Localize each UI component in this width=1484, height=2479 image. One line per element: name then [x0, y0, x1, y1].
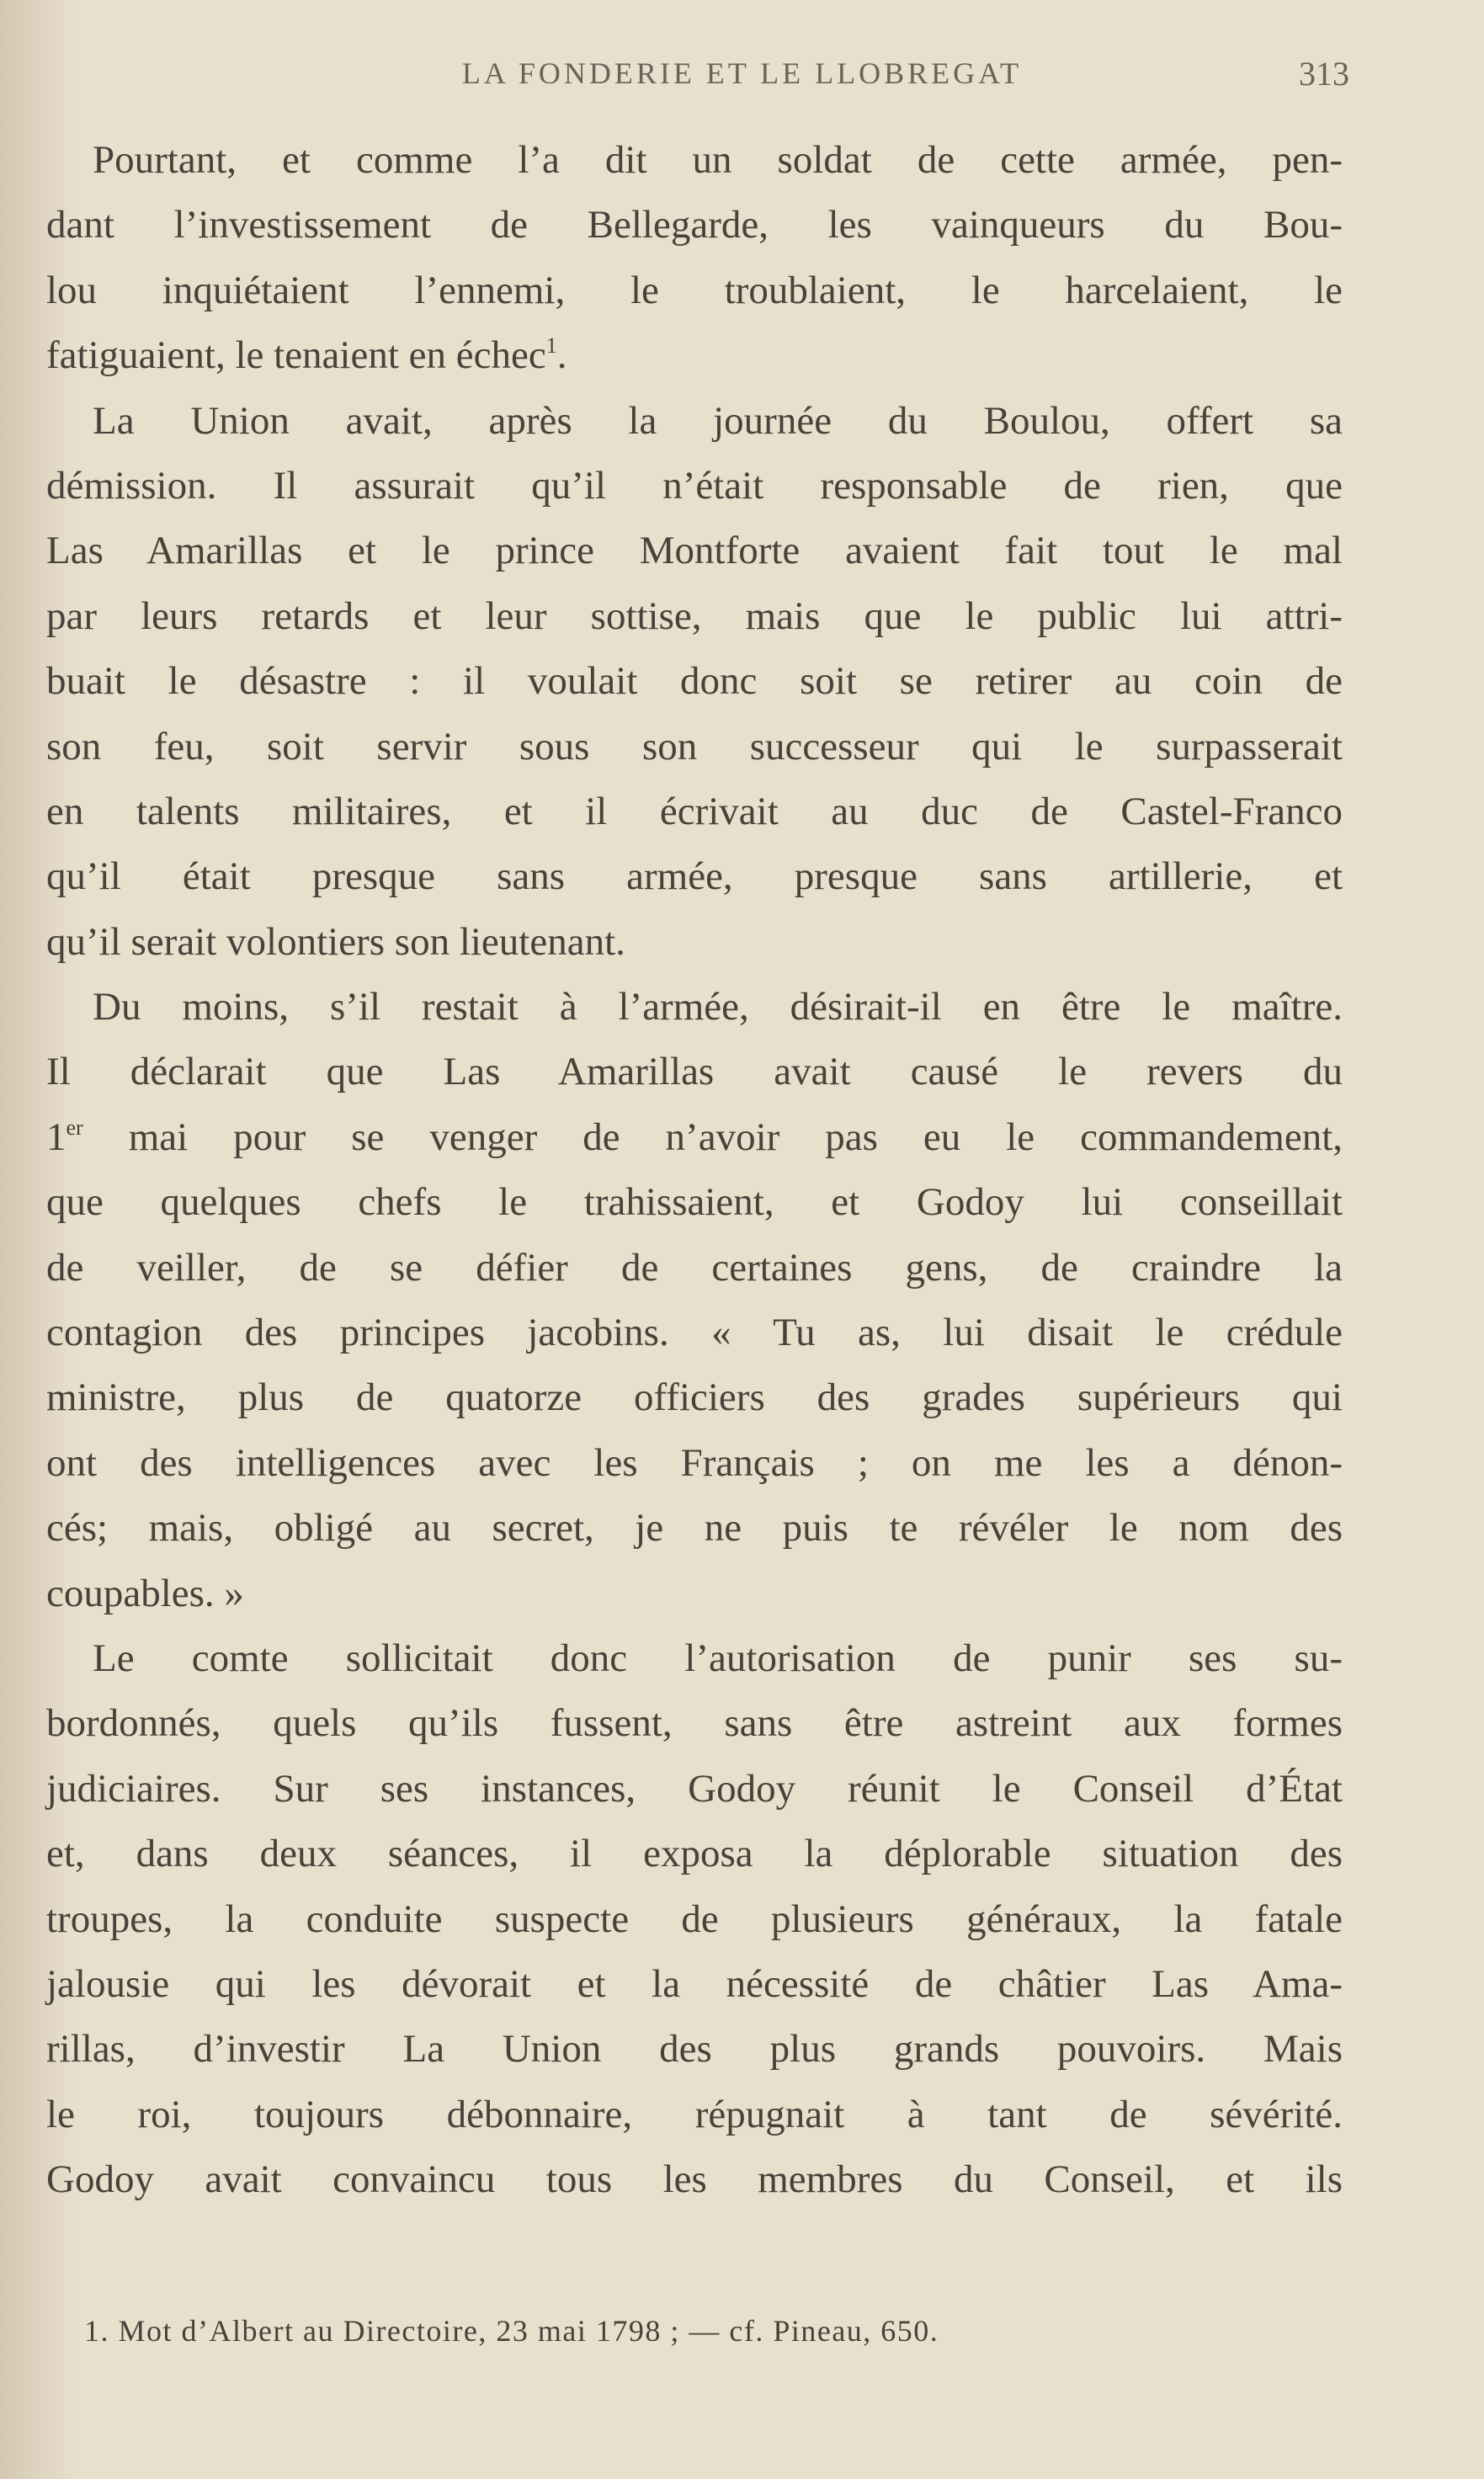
- text-line: Du moins, s’il restait à l’armée, désirait-il en être le maître.: [93, 985, 1343, 1029]
- text-line: ont des intelligences avec les Français ; on me les a dénon-: [46, 1440, 1343, 1485]
- text-line: en talents militaires, et il écrivait au duc de Castel-Franco: [46, 789, 1343, 833]
- text-line: le roi, toujours débonnaire, répugnait à tant de sévérité.: [46, 2092, 1343, 2136]
- footnote-marker: 1.: [84, 2314, 109, 2348]
- body-text: [46, 128, 1343, 2213]
- text-line: Il déclarait que Las Amarillas avait causé le revers du: [46, 1050, 1343, 1094]
- text-line: troupes, la conduite suspecte de plusieurs généraux, la fatale: [46, 1896, 1343, 1941]
- page-header: [0, 49, 1484, 99]
- text-line: qu’il était presque sans armée, presque sans artillerie, et: [46, 854, 1343, 899]
- text-line: coupables. »: [46, 1571, 244, 1615]
- running-title: LA FONDERIE ET LE LLOBREGAT: [461, 56, 1023, 90]
- text-line: jalousie qui les dévorait et la nécessité de châtier Las Ama-: [46, 1961, 1343, 2006]
- text-line: de veiller, de se défier de certaines gens, de craindre la: [46, 1245, 1343, 1290]
- text-line: et, dans deux séances, il exposa la déplorable situation des: [46, 1832, 1343, 1876]
- page-number: 313: [1299, 55, 1349, 93]
- text-line: Pourtant, et comme l’a dit un soldat de cette armée, pen-: [93, 138, 1343, 182]
- text-line: que quelques chefs le trahissaient, et Godoy lui conseillait: [46, 1180, 1343, 1225]
- text-line: qu’il serait volontiers son lieutenant.: [46, 919, 625, 964]
- footnote-text: Mot d’Albert au Directoire, 23 mai 1798 ; — cf. Pineau, 650.: [118, 2314, 939, 2348]
- text-line: démission. Il assurait qu’il n’était responsable de rien, que: [46, 463, 1343, 508]
- text-line-content: fatiguaient, le tenaient en échec: [46, 333, 546, 378]
- text-line: [46, 323, 1343, 388]
- text-line: buait le désastre : il voulait donc soit se retirer au coin de: [46, 659, 1343, 704]
- text-line: [46, 1105, 1343, 1170]
- text-line: judiciaires. Sur ses instances, Godoy réunit le Conseil d’État: [46, 1766, 1343, 1811]
- text-line: Las Amarillas et le prince Montforte avaient fait tout le mal: [46, 529, 1343, 573]
- text-line: Godoy avait convaincu tous les membres du Conseil, et ils: [46, 2157, 1343, 2202]
- footnote: [84, 2313, 1263, 2349]
- text-line: bordonnés, quels qu’ils fussent, sans être astreint aux formes: [46, 1701, 1343, 1746]
- text-line: cés; mais, obligé au secret, je ne puis te révéler le nom des: [46, 1506, 1343, 1551]
- text-line: dant l’investissement de Bellegarde, les vainqueurs du Bou-: [46, 203, 1343, 247]
- footnote-reference: 1: [545, 333, 557, 359]
- sentence-period: .: [556, 333, 567, 378]
- text-line: La Union avait, après la journée du Boulou, offert sa: [93, 398, 1343, 443]
- text-line: par leurs retards et leur sottise, mais que le public lui attri-: [46, 593, 1343, 638]
- ordinal-number: 1: [46, 1114, 66, 1159]
- text-line: contagion des principes jacobins. « Tu as, lui disait le crédule: [46, 1311, 1343, 1355]
- text-line: son feu, soit servir sous son successeur qui le surpasserait: [46, 724, 1343, 769]
- text-line: rillas, d’investir La Union des plus grands pouvoirs. Mais: [46, 2027, 1343, 2072]
- ordinal-suffix: er: [66, 1114, 83, 1140]
- text-line: ministre, plus de quatorze officiers des grades supérieurs qui: [46, 1375, 1343, 1420]
- text-line-content: mai pour se venger de n’avoir pas eu le commandement,: [128, 1114, 1343, 1159]
- text-line: Le comte sollicitait donc l’autorisation de punir ses su-: [93, 1636, 1343, 1680]
- text-line: lou inquiétaient l’ennemi, le troublaient, le harcelaient, le: [46, 268, 1343, 312]
